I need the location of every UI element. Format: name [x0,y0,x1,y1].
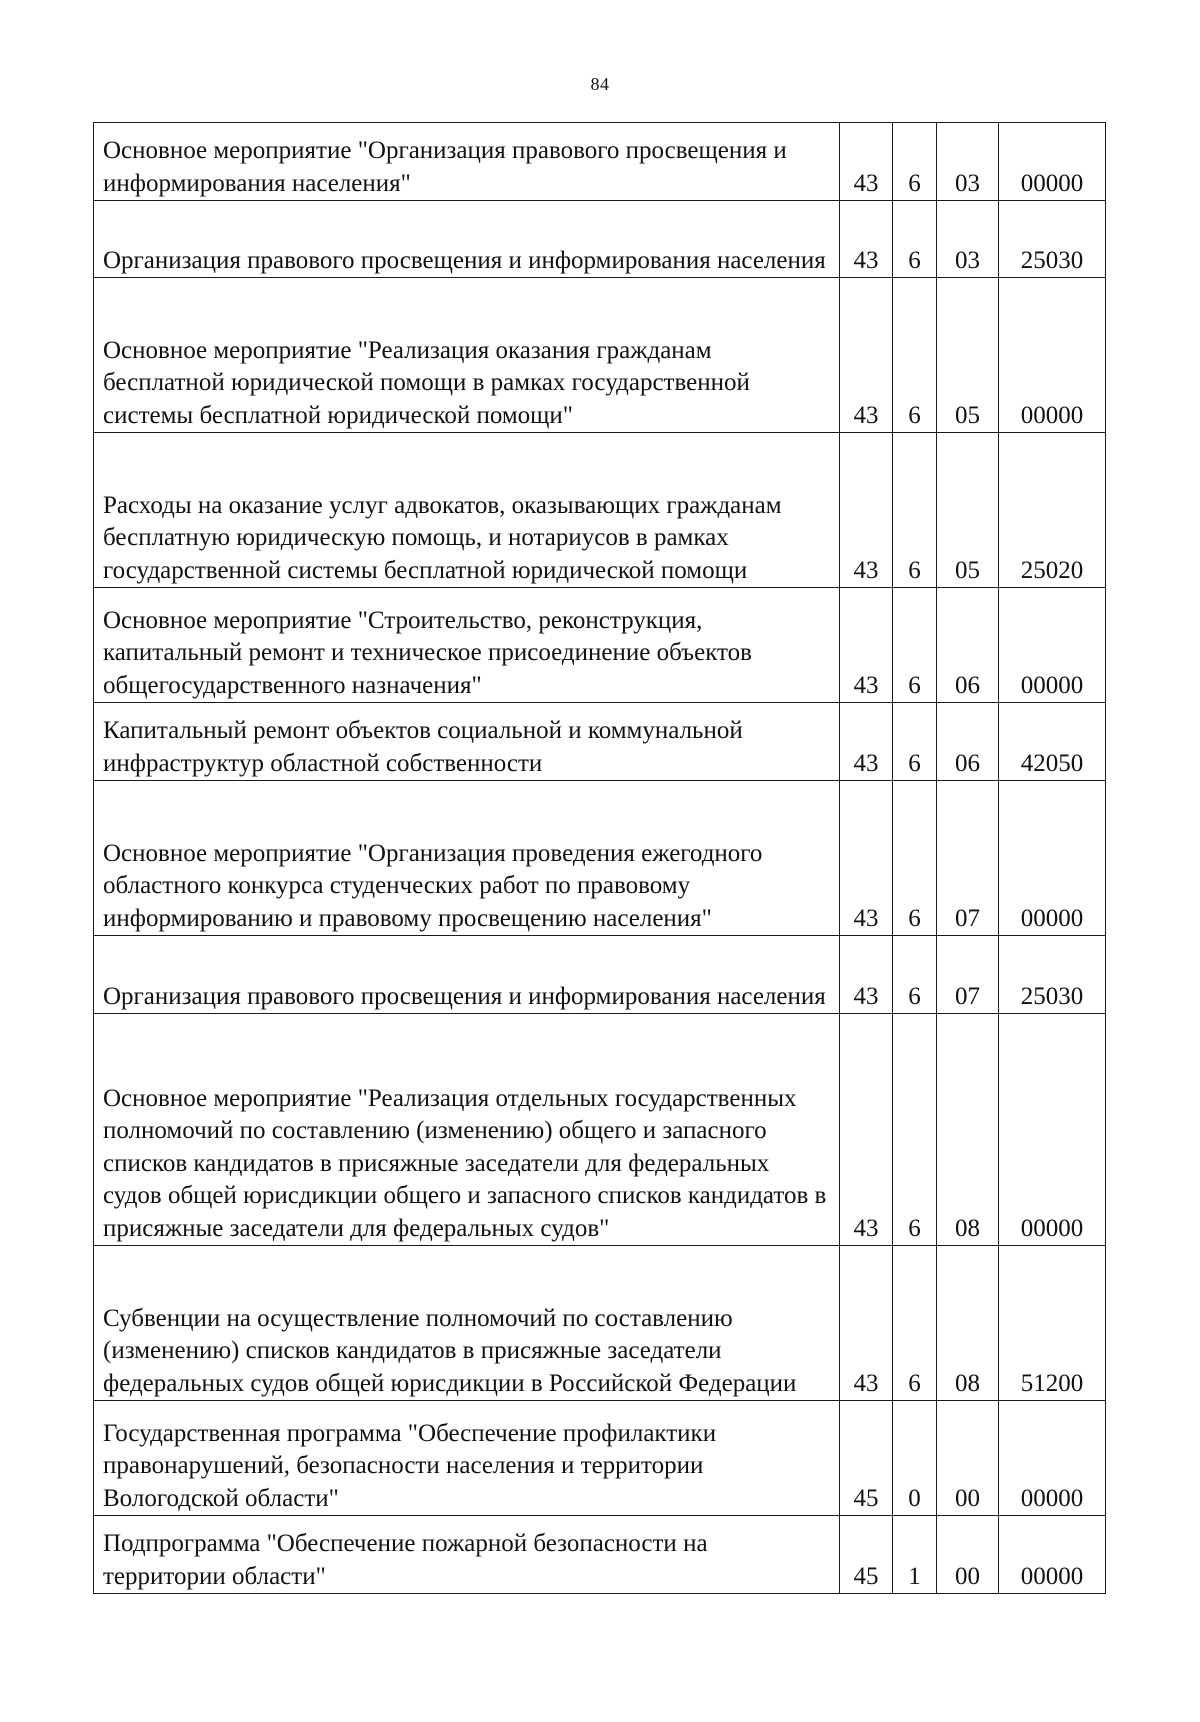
program-code-cell: 43 [840,201,893,278]
row-description-cell: Основное мероприятие "Организация проведения ежегодного областного конкурса студенческих работ по правовому информированию и правовому просвещению населения" [94,781,840,936]
main-activity-code-cell: 07 [937,936,999,1014]
row-description-cell: Основное мероприятие "Строительство, реконструкция, капитальный ремонт и техническое присоединение объектов общегосударственного назначения" [94,588,840,703]
program-code-cell: 43 [840,588,893,703]
direction-code-cell: 00000 [999,123,1106,201]
row-description-cell: Основное мероприятие "Реализация отдельных государственных полномочий по составлению (изменению) общего и запасного списков кандидатов в присяжные заседатели для федеральных судов общей юрисдикции общего и запасного списков кандидатов в присяжные заседатели для федеральных судов" [94,1014,840,1246]
direction-code-cell: 00000 [999,1401,1106,1516]
row-description-cell: Основное мероприятие "Организация правового просвещения и информирования населения" [94,123,840,201]
direction-code-cell: 00000 [999,1014,1106,1246]
subprogram-code-cell: 6 [893,278,937,433]
program-code-cell: 43 [840,1014,893,1246]
page-number: 84 [590,74,610,94]
row-description-cell: Субвенции на осуществление полномочий по составлению (изменению) списков кандидатов в присяжные заседатели федеральных судов общей юрисдикции в Российской Федерации [94,1246,840,1401]
table-row [94,278,1106,433]
direction-code-cell: 25020 [999,433,1106,588]
row-description-cell: Подпрограмма "Обеспечение пожарной безопасности на территории области" [94,1516,840,1594]
table-row [94,703,1106,781]
table-row [94,123,1106,201]
direction-code-cell: 00000 [999,588,1106,703]
subprogram-code-cell: 6 [893,123,937,201]
row-description-cell: Организация правового просвещения и информирования населения [94,936,840,1014]
subprogram-code-cell: 6 [893,1246,937,1401]
program-code-cell: 43 [840,781,893,936]
table-row [94,936,1106,1014]
row-description-cell: Капитальный ремонт объектов социальной и коммунальной инфраструктур областной собственности [94,703,840,781]
row-description-cell: Основное мероприятие "Реализация оказания гражданам бесплатной юридической помощи в рамках государственной системы бесплатной юридической помощи" [94,278,840,433]
subprogram-code-cell: 0 [893,1401,937,1516]
main-activity-code-cell: 03 [937,123,999,201]
direction-code-cell: 25030 [999,936,1106,1014]
program-code-cell: 43 [840,278,893,433]
subprogram-code-cell: 6 [893,781,937,936]
direction-code-cell: 00000 [999,1516,1106,1594]
program-code-cell: 45 [840,1401,893,1516]
main-activity-code-cell: 06 [937,703,999,781]
subprogram-code-cell: 6 [893,703,937,781]
row-description-cell: Организация правового просвещения и информирования населения [94,201,840,278]
subprogram-code-cell: 6 [893,588,937,703]
row-description-cell: Расходы на оказание услуг адвокатов, оказывающих гражданам бесплатную юридическую помощь, и нотариусов в рамках государственной системы бесплатной юридической помощи [94,433,840,588]
program-code-cell: 43 [840,936,893,1014]
subprogram-code-cell: 6 [893,936,937,1014]
table-row [94,1401,1106,1516]
program-code-cell: 43 [840,123,893,201]
direction-code-cell: 42050 [999,703,1106,781]
budget-classification-table [93,122,1106,1594]
table-row [94,781,1106,936]
direction-code-cell: 00000 [999,781,1106,936]
table-row [94,1246,1106,1401]
table-row [94,588,1106,703]
table-row [94,1014,1106,1246]
direction-code-cell: 25030 [999,201,1106,278]
table-row [94,1516,1106,1594]
direction-code-cell: 00000 [999,278,1106,433]
row-description-cell: Государственная программа "Обеспечение профилактики правонарушений, безопасности населения и территории Вологодской области" [94,1401,840,1516]
main-activity-code-cell: 00 [937,1401,999,1516]
main-activity-code-cell: 00 [937,1516,999,1594]
main-activity-code-cell: 07 [937,781,999,936]
program-code-cell: 43 [840,1246,893,1401]
direction-code-cell: 51200 [999,1246,1106,1401]
subprogram-code-cell: 1 [893,1516,937,1594]
subprogram-code-cell: 6 [893,433,937,588]
main-activity-code-cell: 06 [937,588,999,703]
subprogram-code-cell: 6 [893,201,937,278]
table-row [94,201,1106,278]
main-activity-code-cell: 08 [937,1014,999,1246]
main-activity-code-cell: 08 [937,1246,999,1401]
table-body [94,123,1106,1594]
main-activity-code-cell: 05 [937,278,999,433]
program-code-cell: 43 [840,433,893,588]
main-activity-code-cell: 03 [937,201,999,278]
program-code-cell: 45 [840,1516,893,1594]
program-code-cell: 43 [840,703,893,781]
main-activity-code-cell: 05 [937,433,999,588]
subprogram-code-cell: 6 [893,1014,937,1246]
table-row [94,433,1106,588]
